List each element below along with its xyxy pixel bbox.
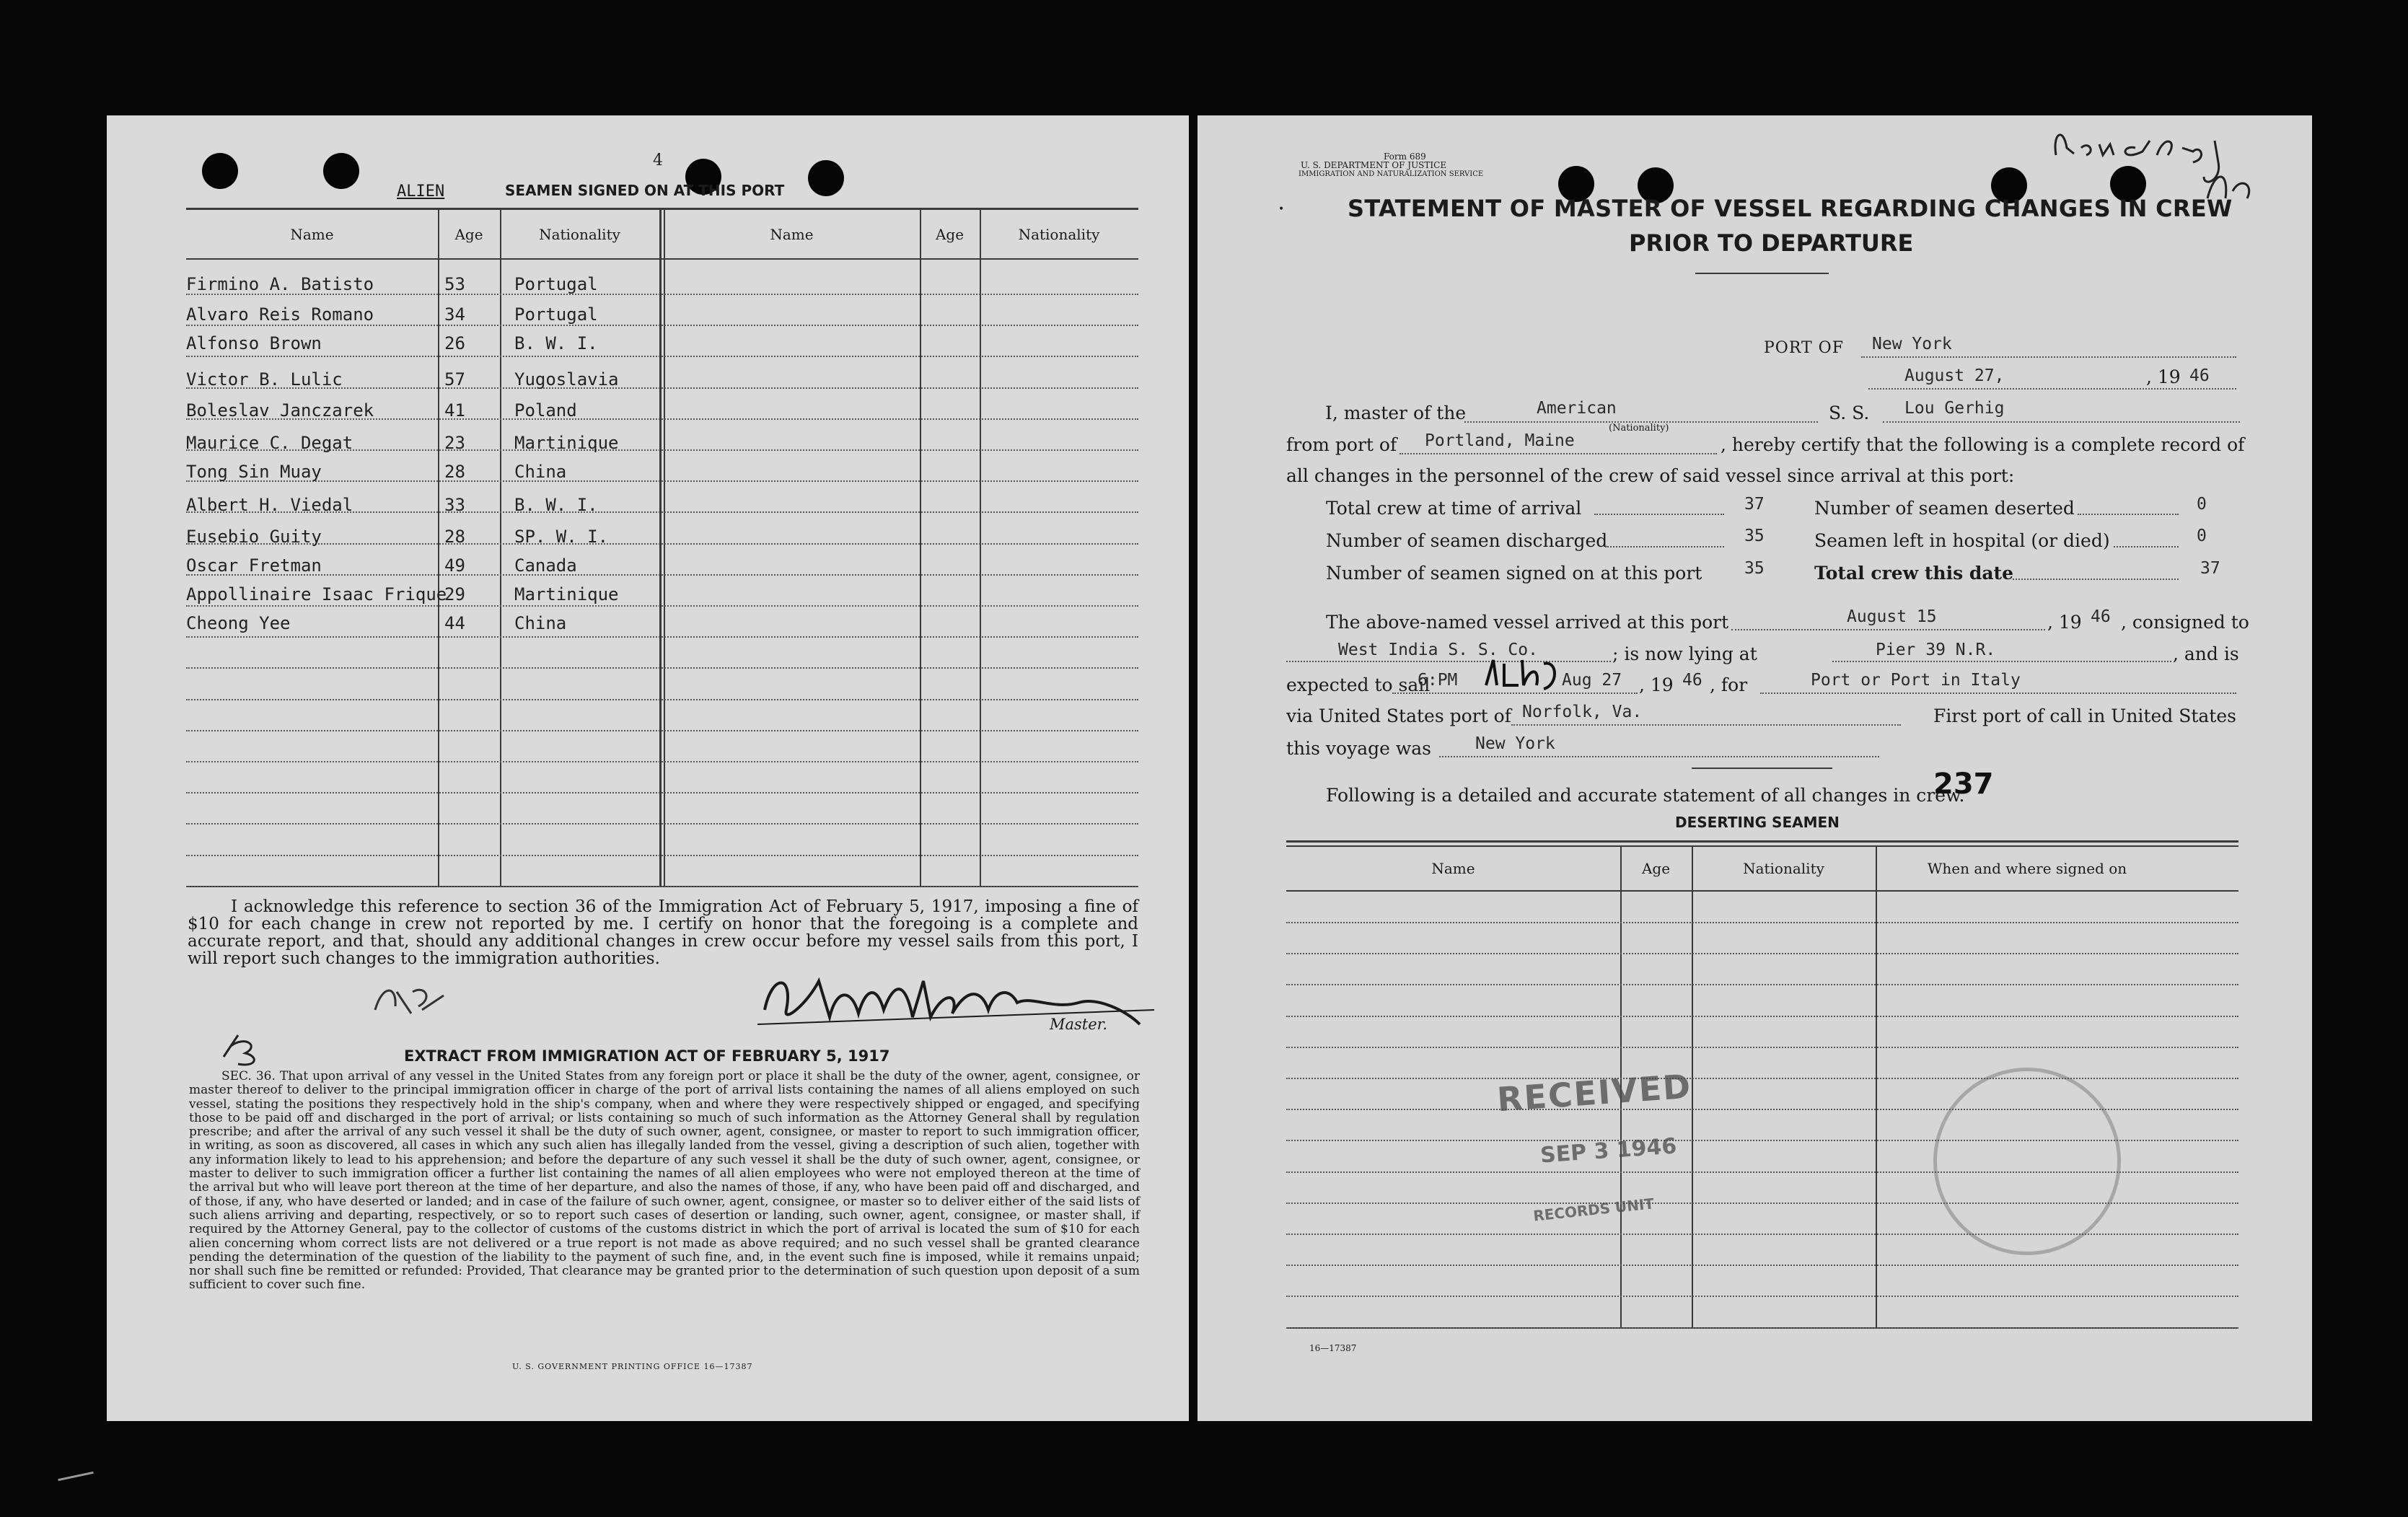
section-rule	[1692, 768, 1832, 769]
seaman-age: 41	[444, 400, 465, 421]
year-value: 46	[2189, 366, 2210, 385]
seaman-nationality: B. W. I.	[514, 333, 598, 353]
fill-line	[1868, 388, 2236, 390]
col-header-age: Age	[1641, 860, 1671, 877]
col-header-when-where: When and where signed on	[1927, 860, 2127, 877]
consignee: West India S. S. Co.	[1338, 641, 1538, 659]
seaman-nationality: Portugal	[514, 274, 598, 294]
via-port: Norfolk, Va.	[1522, 703, 1643, 721]
stat-label: Number of seamen discharged	[1326, 530, 1608, 551]
fill-line	[1392, 692, 1638, 694]
fill-line	[1883, 421, 2240, 423]
received-date-stamp: SEP 3 1946	[1539, 1133, 1678, 1169]
seaman-age: 29	[444, 584, 465, 604]
stat-label: Total crew this date	[1814, 563, 2014, 584]
row-rule	[186, 325, 1138, 326]
row-rule	[186, 667, 1138, 669]
punch-hole	[202, 153, 238, 189]
seaman-name: Firmino A. Batisto	[186, 274, 374, 294]
via-label: via United States port of	[1286, 705, 1511, 726]
seaman-nationality: Yugoslavia	[514, 369, 619, 390]
row-rule	[186, 855, 1138, 856]
seaman-nationality: Poland	[514, 400, 577, 421]
row-rule	[186, 699, 1138, 700]
following-label: Following is a detailed and accurate statement of all changes in crew.	[1326, 785, 1965, 806]
deserting-heading: DESERTING SEAMEN	[1675, 814, 1840, 831]
seaman-name: Victor B. Lulic	[186, 369, 343, 390]
seaman-name: Tong Sin Muay	[186, 462, 322, 482]
stamp-number: 237	[1933, 768, 1994, 801]
year-prefix: , 19	[2146, 366, 2181, 387]
stat-value: 37	[2200, 559, 2220, 578]
row-rule	[1286, 1047, 2238, 1048]
form-subtitle: PRIOR TO DEPARTURE	[1629, 229, 1914, 257]
fill-line	[1861, 356, 2236, 358]
extract-text: SEC. 36. That upon arrival of any vessel in the United States from any foreign port or place it shall be the duty of the owner, agent, consignee, or master thereof to deliver to the principal immigration officer in charge of the port of arrival lists containing the names of all aliens employed on such vessel, stating the positions they respectively hold in the ship's company, when and where they were respectively shipped or engaged, and specifying those to be paid off and discharged in the port of arrival; or lists containing so much of such information as the Attorney General shall by regulation prescribe; and after the arrival of any such vessel it shall be the duty of such owner, agent, consignee, or master to report to such immigration officer, in writing, as soon as discovered, all cases in which any such alien has illegally landed from the vessel, giving a description of such alien, together with any information likely to lead to his apprehension; and before the departure of any such vessel it shall be the duty of such owner, agent, consignee, or master to deliver to such immigration officer a further list containing the names of all alien employees who were not employed thereon at the time of the arrival but who will leave port thereon at the time of her departure, and also the names of those, if any, who have been paid off and discharged, and of those, if any, who have deserted or landed; and in case of the failure of such owner, agent, consignee, or master so to deliver either of the said lists of such aliens arriving and departing, respectively, or so to report such cases of desertion or landing, such owner, agent, consignee, or master shall, if required by the Attorney General, pay to the collector of customs of the customs district in which the port of arrival is located the sum of $10 for each alien concerning whom correct lists are not delivered or a true report is not made as above required; and no such vessel shall be granted clearance pending the determination of the question of the liability to the payment of such fine, and, in the event such fine is imposed, while it remains unpaid; nor shall such fine be remitted or refunded: Provided, That clearance may be granted prior to the determination of such question upon deposit of a sum sufficient to cover such fine.	[189, 1069, 1140, 1293]
footer-code: 16—17387	[1309, 1343, 1357, 1353]
seaman-nationality: Canada	[514, 555, 577, 576]
col-header-nationality: Nationality	[1018, 226, 1100, 243]
row-rule	[1286, 1234, 2238, 1235]
col-header-name: Name	[770, 226, 814, 243]
acknowledgement-text: I acknowledge this reference to section 36 of the Immigration Act of February 5, 1917, imposing a fine of $10 for each change in crew not reported by me. I certify on honor that the foregoing is a complete and accurate report, and that, should any additional changes in crew occur before my vessel sails from this port, I will report such changes to the immigration authorities.	[188, 897, 1138, 968]
seaman-nationality: Martinique	[514, 584, 619, 604]
pier: Pier 39 N.R.	[1876, 641, 1996, 659]
col-header-age: Age	[935, 226, 964, 243]
seaman-nationality: China	[514, 462, 567, 482]
form-title: STATEMENT OF MASTER OF VESSEL REGARDING CHANGES IN CREW	[1348, 195, 2233, 222]
col-rule	[659, 208, 662, 886]
title-rule	[1695, 273, 1829, 274]
sail-year: 46	[1682, 671, 1702, 690]
col-header-nationality: Nationality	[1743, 860, 1824, 877]
row-rule	[186, 636, 1138, 638]
arrived-date: August 15	[1847, 607, 1937, 626]
row-rule	[186, 605, 1138, 607]
row-rule	[1286, 984, 2238, 985]
row-rule	[1286, 1265, 2238, 1266]
col-rule	[920, 208, 921, 886]
sail-year-prefix: , 19	[1639, 674, 1674, 695]
extract-title: EXTRACT FROM IMMIGRATION ACT OF FEBRUARY 5, 1917	[404, 1047, 890, 1065]
seaman-nationality: China	[514, 613, 567, 633]
seaman-name: Boleslav Janczarek	[186, 400, 374, 421]
seaman-age: 49	[444, 555, 465, 576]
fill-line	[1399, 453, 1717, 454]
col-header-nationality: Nationality	[539, 226, 620, 243]
row-rule	[1286, 1078, 2238, 1079]
seaman-age: 57	[444, 369, 465, 390]
destination: Port or Port in Italy	[1811, 671, 2021, 690]
fill-line	[1464, 421, 1818, 423]
seaman-age: 44	[444, 613, 465, 633]
seaman-nationality: Portugal	[514, 304, 598, 325]
seaman-age: 28	[444, 462, 465, 482]
initials-mark	[368, 970, 454, 1028]
stat-label: Total crew at time of arrival	[1326, 498, 1582, 519]
table-top-rule	[186, 208, 1138, 210]
col-rule	[664, 208, 665, 886]
service-label: IMMIGRATION AND NATURALIZATION SERVICE	[1299, 170, 1484, 178]
seaman-name: Maurice C. Degat	[186, 433, 353, 453]
row-rule	[186, 730, 1138, 731]
col-header-name: Name	[290, 226, 334, 243]
received-stamp: RECEIVED	[1495, 1066, 1693, 1120]
fill-line	[1731, 629, 2045, 630]
row-rule	[186, 823, 1138, 825]
seaman-age: 33	[444, 495, 465, 515]
handwritten-scrawl	[1479, 653, 1565, 696]
page-number: 4	[653, 151, 663, 170]
col-rule	[438, 208, 439, 886]
alien-type-label: ALIEN	[397, 183, 445, 201]
sail-date: Aug 27	[1562, 671, 1622, 690]
table-top-rule	[1286, 845, 2238, 847]
port-of-value: New York	[1872, 335, 1952, 353]
row-rule	[1286, 1327, 2238, 1329]
row-rule	[186, 480, 1138, 482]
bullet-mark: •	[1278, 203, 1285, 215]
row-rule	[1286, 1016, 2238, 1017]
fill-line	[1605, 546, 1724, 548]
first-port-value: New York	[1475, 734, 1555, 753]
row-rule	[186, 574, 1138, 576]
seaman-age: 28	[444, 527, 465, 547]
faint-seal	[1933, 1068, 2121, 1255]
arrived-year-prefix: , 19	[2047, 612, 2082, 633]
fill-line	[1832, 661, 2171, 662]
row-rule	[1286, 922, 2238, 923]
consigned-label: , consigned to	[2121, 612, 2249, 633]
seaman-name: Cheong Yee	[186, 613, 291, 633]
records-unit-stamp: RECORDS UNIT	[1532, 1195, 1655, 1225]
vessel-name: Lou Gerhig	[1904, 399, 2005, 418]
row-rule	[186, 356, 1138, 357]
punch-hole	[323, 153, 359, 189]
stat-value: 35	[1744, 527, 1765, 545]
seaman-age: 53	[444, 274, 465, 294]
col-rule	[1876, 845, 1877, 1327]
col-rule	[980, 208, 981, 886]
fill-line	[2013, 579, 2179, 580]
row-rule	[1286, 953, 2238, 954]
seaman-nationality: SP. W. I.	[514, 527, 609, 547]
for-label: , for	[1710, 674, 1748, 695]
row-rule	[186, 792, 1138, 793]
expected-label: expected to sail	[1286, 674, 1431, 695]
stat-label: Number of seamen signed on at this port	[1326, 563, 1702, 584]
seaman-name: Alvaro Reis Romano	[186, 304, 374, 325]
certify-text: , hereby certify that the following is a complete record of	[1721, 434, 2245, 455]
fill-line	[1511, 724, 1901, 726]
seaman-name: Albert H. Viedal	[186, 495, 353, 515]
stat-value: 0	[2197, 495, 2207, 514]
stat-value: 0	[2197, 527, 2207, 545]
certify-text-2: all changes in the personnel of the crew of said vessel since arrival at this port:	[1286, 465, 2015, 486]
department-label: U. S. DEPARTMENT OF JUSTICE	[1301, 160, 1447, 170]
date-value: August 27,	[1904, 366, 2005, 385]
fill-line	[2114, 546, 2179, 548]
seaman-age: 34	[444, 304, 465, 325]
col-rule	[1692, 845, 1693, 1327]
from-port-label: from port of	[1286, 434, 1397, 455]
nationality-caption: (Nationality)	[1609, 423, 1669, 434]
row-rule	[186, 761, 1138, 762]
stat-label: Number of seamen deserted	[1814, 498, 2075, 519]
handwritten-note	[2042, 119, 2258, 220]
handwritten-mark	[216, 1028, 274, 1071]
row-rule	[186, 886, 1138, 887]
stat-value: 35	[1744, 559, 1765, 578]
master-label: Master.	[1050, 1016, 1108, 1033]
fill-line	[2078, 514, 2179, 515]
arrived-label: The above-named vessel arrived at this port	[1326, 612, 1729, 633]
this-voyage-label: this voyage was	[1286, 738, 1432, 759]
table-top-rule	[1286, 840, 2238, 843]
stat-label: Seamen left in hospital (or died)	[1814, 530, 2110, 551]
first-port-label: First port of call in United States	[1933, 705, 2236, 726]
col-rule	[500, 208, 501, 886]
table-header-rule	[1286, 890, 2238, 892]
col-header-name: Name	[1431, 860, 1475, 877]
row-rule	[186, 543, 1138, 545]
row-rule	[1286, 1296, 2238, 1297]
form-number: Form 689	[1384, 151, 1426, 162]
punch-hole	[808, 160, 844, 196]
stat-value: 37	[1744, 495, 1765, 514]
printing-office-line: U. S. GOVERNMENT PRINTING OFFICE 16—17387	[512, 1362, 753, 1371]
seaman-age: 26	[444, 333, 465, 353]
from-port-value: Portland, Maine	[1425, 431, 1575, 450]
port-of-label: PORT OF	[1764, 339, 1844, 357]
left-table-heading: SEAMEN SIGNED ON AT THIS PORT	[505, 182, 785, 199]
lying-label: ; is now lying at	[1612, 643, 1757, 664]
col-header-age: Age	[454, 226, 483, 243]
seaman-nationality: Martinique	[514, 433, 619, 453]
fill-line	[1439, 756, 1879, 757]
master-of-the-label: I, master of the	[1325, 403, 1467, 423]
ss-label: S. S.	[1829, 403, 1870, 423]
seaman-age: 23	[444, 433, 465, 453]
seaman-name: Appollinaire Isaac Frique	[186, 584, 447, 604]
seaman-nationality: B. W. I.	[514, 495, 598, 515]
sail-time: 6:PM	[1418, 671, 1458, 690]
scan-mark	[58, 1472, 94, 1481]
seaman-name: Oscar Fretman	[186, 555, 322, 576]
seaman-name: Eusebio Guity	[186, 527, 322, 547]
arrived-year: 46	[2091, 607, 2111, 626]
fill-line	[1760, 692, 2236, 694]
nationality-value: American	[1537, 399, 1617, 418]
and-is-label: , and is	[2173, 643, 2239, 664]
table-header-rule	[186, 258, 1138, 260]
fill-line	[1594, 514, 1724, 515]
seaman-name: Alfonso Brown	[186, 333, 322, 353]
